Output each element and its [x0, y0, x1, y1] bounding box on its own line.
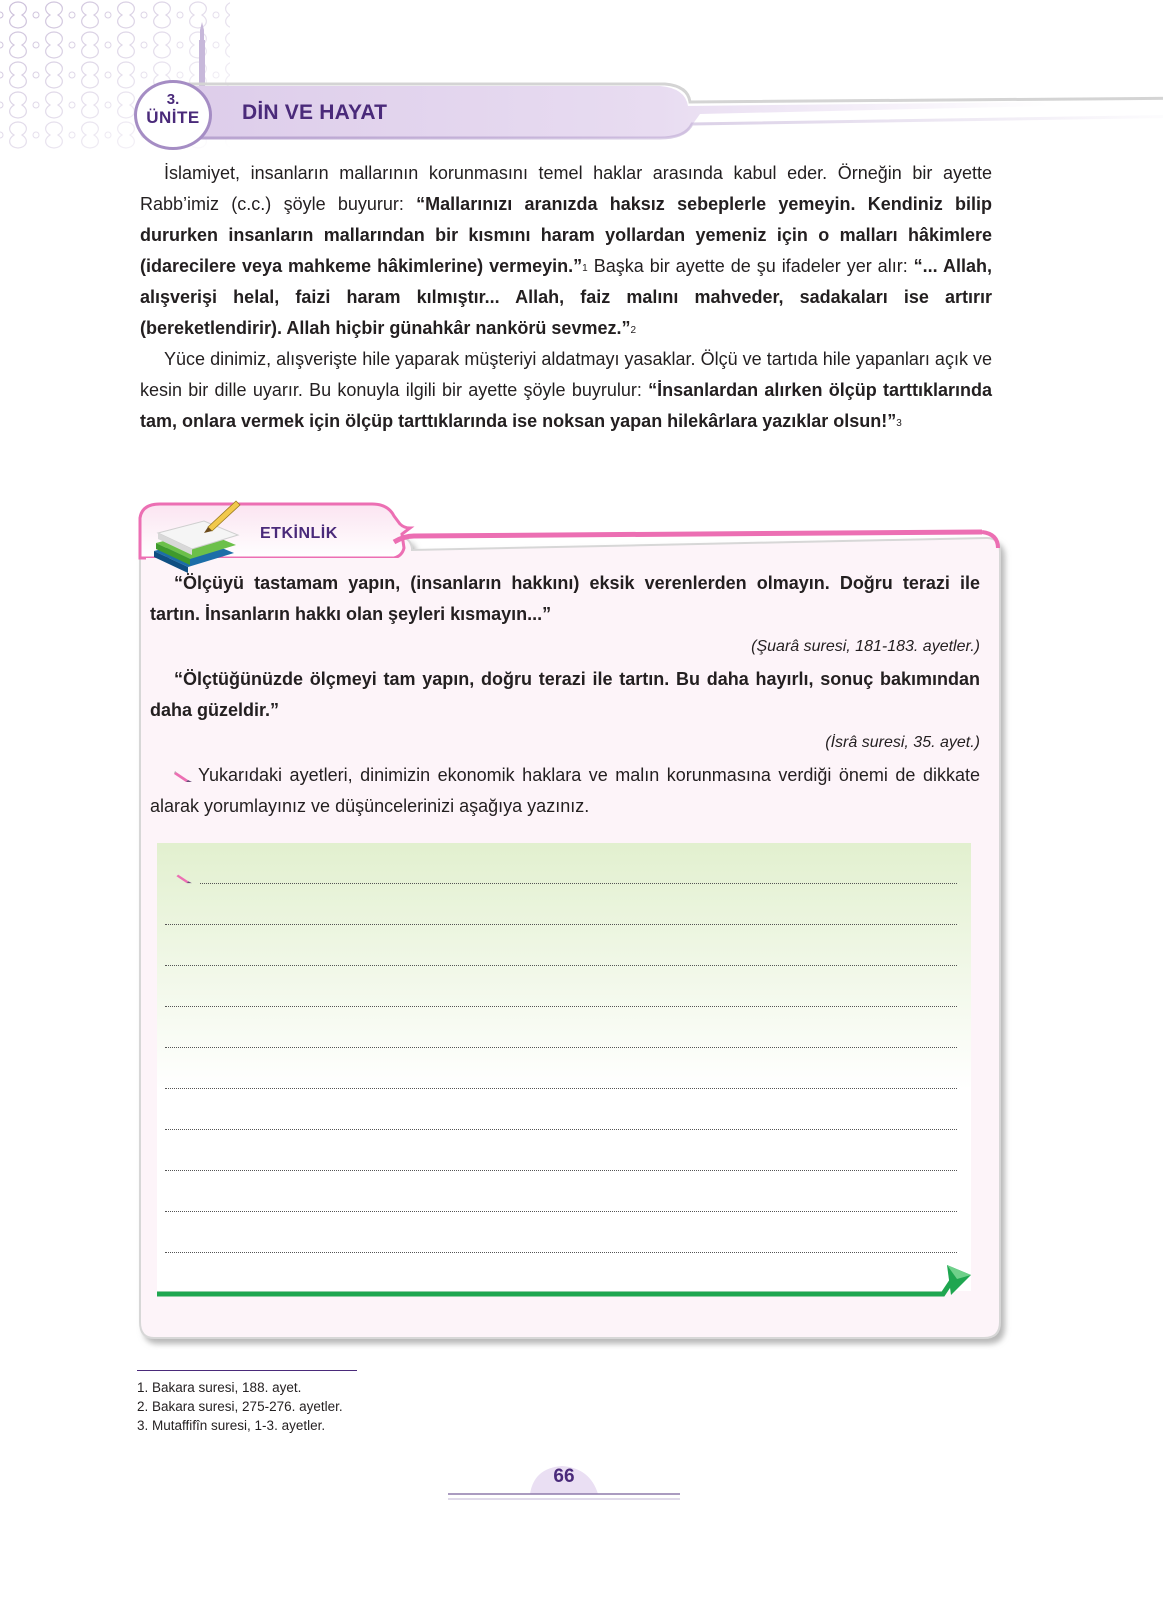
- activity-source-2: (İsrâ suresi, 35. ayet.): [825, 734, 980, 751]
- footnote-ref-1: 1: [582, 263, 588, 274]
- footnote-2: 2. Bakara suresi, 275-276. ayetler.: [137, 1399, 343, 1414]
- answer-line[interactable]: [165, 965, 957, 966]
- activity-quote-2: “Ölçtüğünüzde ölçmeyi tam yapın, doğru terazi ile tartın. Bu daha hayırlı, sonuç bakımından daha güzeldir.”: [150, 669, 980, 720]
- answer-line[interactable]: [165, 1088, 957, 1089]
- answer-line[interactable]: [165, 1047, 957, 1048]
- activity-quote-1: “Ölçüyü tastamam yapın, (insanların hakkını) eksik verenlerden olmayın. Doğru terazi ile tartın. İnsanların hakkı olan şeyleri kısmayın...”: [150, 573, 980, 624]
- footnote-rule: [137, 1370, 357, 1371]
- activity-task-text: Yukarıdaki ayetleri, dinimizin ekonomik haklara ve malın korunmasına verdiği önemi de dikkate alarak yorumlayınız ve düşüncelerinizi aşağıya yazınız.: [150, 765, 980, 816]
- answer-line[interactable]: [165, 1252, 957, 1253]
- p2-text-1: Yüce dinimiz, alışverişte hile yaparak müşteriyi aldatmayı yasaklar. Ölçü ve tartıda hile yapanları açık ve kesin bir dille uyarır. Bu konuyla ilgili bir ayette şöyle buyrulur:: [140, 349, 992, 400]
- footnote-ref-2: 2: [630, 325, 637, 336]
- page-number: 66: [553, 1466, 575, 1487]
- answer-area: [157, 843, 971, 1298]
- body-text: [140, 158, 992, 437]
- activity-task: [150, 760, 980, 822]
- footnote-3: 3. Mutaffifîn suresi, 1-3. ayetler.: [137, 1418, 326, 1433]
- footnote-ref-3: 3: [896, 418, 902, 429]
- unit-word: ÜNİTE: [146, 108, 200, 127]
- paragraph-1: [140, 158, 992, 344]
- footnotes: [137, 1378, 343, 1435]
- books-icon: [148, 493, 244, 573]
- paragraph-2: [140, 344, 992, 437]
- answer-line[interactable]: [200, 883, 957, 884]
- p2-quote-1: “İnsanlardan alırken ölçüp tarttıklarında tam, onlara vermek için ölçüp tarttıklarında ise noksan yapan hilekârlara yazıklar olsun!”: [140, 380, 993, 431]
- activity-text: [150, 568, 980, 822]
- chapter-title: DİN VE HAYAT: [242, 101, 388, 124]
- answer-line[interactable]: [165, 1211, 957, 1212]
- answer-line[interactable]: [165, 1170, 957, 1171]
- p1-quote-2: “... Allah, alışverişi helal, faizi haram kılmıştır... Allah, faiz malını mahveder, sadakaları ise artırır (bereketlendirir). Allah hiçbir günahkâr nankörü sevmez.”: [140, 256, 992, 338]
- unit-badge: [134, 80, 212, 150]
- activity-source-1: (Şuarâ suresi, 181-183. ayetler.): [751, 638, 980, 655]
- pencil-icon: [176, 872, 194, 884]
- answer-line[interactable]: [165, 1006, 957, 1007]
- p1-text-2: Başka bir ayette de şu ifadeler yer alır:: [587, 256, 914, 276]
- answer-line[interactable]: [165, 924, 957, 925]
- p1-quote-1: “Mallarınızı aranızda haksız sebeplerle yemeyin. Kendiniz bilip dururken insanların mallarından bir kısmını haram yollardan yemeniz için o malları hâkimlere (idarecilere veya mahkeme hâkimlerine) vermeyin.”: [140, 194, 992, 276]
- activity-label: ETKİNLİK: [260, 525, 338, 542]
- pencil-icon: [174, 769, 194, 783]
- p1-text-1: İslamiyet, insanların mallarının korunmasını temel haklar arasında kabul eder. Örneğin bir ayette Rabb’imiz (c.c.) şöyle buyurur:: [140, 163, 992, 214]
- footnote-1: 1. Bakara suresi, 188. ayet.: [137, 1380, 302, 1395]
- answer-line[interactable]: [165, 1129, 957, 1130]
- unit-number: 3.: [166, 91, 180, 108]
